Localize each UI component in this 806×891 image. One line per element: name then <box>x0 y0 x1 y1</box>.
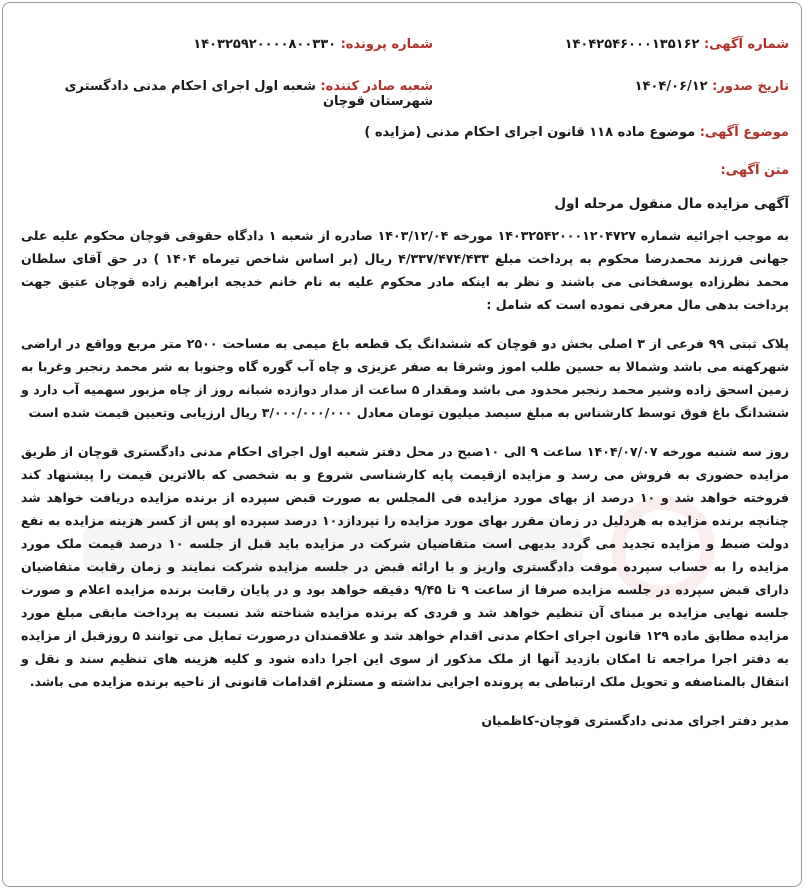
signature: مدیر دفتر اجرای مدنی دادگستری قوچان-کاظمیان <box>481 713 789 728</box>
paragraph-property-description: پلاک ثبتی ۹۹ فرعی از ۳ اصلی بخش دو قوچان که ششدانگ یک قطعه باغ میمی به مساحت ۲۵۰۰ متر مربع وواقع در اراضی شهرکهنه می باشد وشمالا به حسین طلب اموز وشرقا به صفر عزیزی و چاه آب گوره گاه وجنوبا به شر محمد رنجبر وغربا به زمین اسحق زاده وشیر محمد رنجبر محدود می باشد ومقدار ۵ ساعت از مدار دوازده شبانه روز از چاه مزبور سهمیه آب دارد و ششدانگ باغ فوق توسط کارشناس به مبلغ سیصد میلیون تومان معادل ۳/۰۰۰/۰۰۰/۰۰۰ ریال ارزیابی وتعیین قیمت شده است <box>21 336 789 420</box>
notice-number-label: شماره آگهی: <box>703 37 789 52</box>
case-number-value: ۱۴۰۳۲۵۹۲۰۰۰۰۸۰۰۳۳۰ <box>193 37 337 52</box>
notice-subject <box>364 125 789 140</box>
notice-number-value: ۱۴۰۴۲۵۴۶۰۰۰۱۳۵۱۶۲ <box>564 37 700 52</box>
paragraph-execution-order: به موجب اجرائیه شماره ۱۴۰۳۲۵۴۲۰۰۰۱۲۰۴۷۲۷ مورخه ۱۴۰۳/۱۲/۰۴ صادره از شعبه ۱ دادگاه حقوقی قوچان محکوم علیه علی جهانی فرزند محمدرضا محکوم به پرداخت مبلغ ۴/۳۳۷/۴۷۴/۴۳۳ ریال (بر اساس شاخص تیرماه ۱۴۰۴ ) در حق آقای سلطان محمد نظرزاده یوسفخانی می باشند و نظر به اینکه مادر محکوم علیه به نام خانم خدیجه ابراهیم زاده قوچان عتیق جهت پرداخت بدهی مال معرفی نموده است که شامل : <box>21 228 789 312</box>
paragraph-auction-terms: روز سه شنبه مورخه ۱۴۰۴/۰۷/۰۷ ساعت ۹ الی ۱۰صبح در محل دفتر شعبه اول اجرای احکام مدنی دادگستری قوچان از طریق مزایده حضوری به فروش می رسد و مزایده ازقیمت پایه کارشناسی شروع و به شخصی که بالاترین قیمت را پیشنهاد کند فروخته خواهد شد و ۱۰ درصد از بهای مورد مزایده فی المجلس به صورت قبض سپرده از برنده مزایده دریافت خواهد شد چنانچه برنده مزایده به هردلیل در زمان مقرر بهای مورد مزایده را نپردازد۱۰ درصد سپرده او پس از کسر هزینه مزایده به نفع دولت ضبط و مزایده تجدید می گردد بدیهی است متقاضیان شرکت در مزایده باید قبل از جلسه ۱۰ درصد قیمت ملک مورد مزایده را به حساب سپرده موقت دادگستری واریز و با ارائه قبض در جلسه مزایده شرکت نمایند و زمان رقابت متقاضیان دارای قبض سپرده در جلسه مزایده صرفا از ساعت ۹ تا ۹/۴۵ دقیقه خواهد بود و در پایان رقابت برنده مزایده اعلام و صورت جلسه نهایی مزایده بر مبنای آن تنظیم خواهد شد و فردی که برنده مزایده شناخته شد نسبت به پرداخت مابقی مبلغ مورد مزایده مطابق ماده ۱۲۹ قانون اجرای احکام مدنی اقدام خواهد شد و علاقمندان درصورت تمایل می توانند ۵ روزقبل از مزایده به دفتر اجرا مراجعه تا امکان بازدید آنها از ملک مذکور از سوی این اجرا داده شود و کلیه هزینه های تنظیم سند و نقل و انتقال بالمناصفه و تحویل ملک ارتباطی به پرونده اجرایی نداشته و مستلزم اقدامات قانونی از ناحیه برنده مزایده می باشد. <box>21 444 790 689</box>
notice-body <box>21 193 789 748</box>
body-label-text: متن آگهی: <box>720 163 789 178</box>
issuing-branch-label: شعبه صادر کننده: <box>320 79 433 94</box>
subject-label: موضوع آگهی: <box>699 125 789 140</box>
issue-date <box>635 79 789 94</box>
body-label <box>720 163 789 178</box>
case-number-label: شماره پرونده: <box>340 37 433 52</box>
subject-value: موضوع ماده ۱۱۸ قانون اجرای احکام مدنی (مزایده ) <box>364 125 696 140</box>
notice-heading: آگهی مزایده مال منقول مرحله اول <box>554 196 789 212</box>
case-number <box>193 37 433 52</box>
notice-number <box>565 37 789 52</box>
notice-card <box>2 2 802 887</box>
issuing-branch <box>3 79 433 109</box>
issue-date-label: تاریخ صدور: <box>712 79 789 94</box>
issue-date-value: ۱۴۰۴/۰۶/۱۲ <box>634 79 708 94</box>
issuing-branch-value: شعبه اول اجرای احکام مدنی دادگستری شهرستان قوچان <box>64 79 433 109</box>
